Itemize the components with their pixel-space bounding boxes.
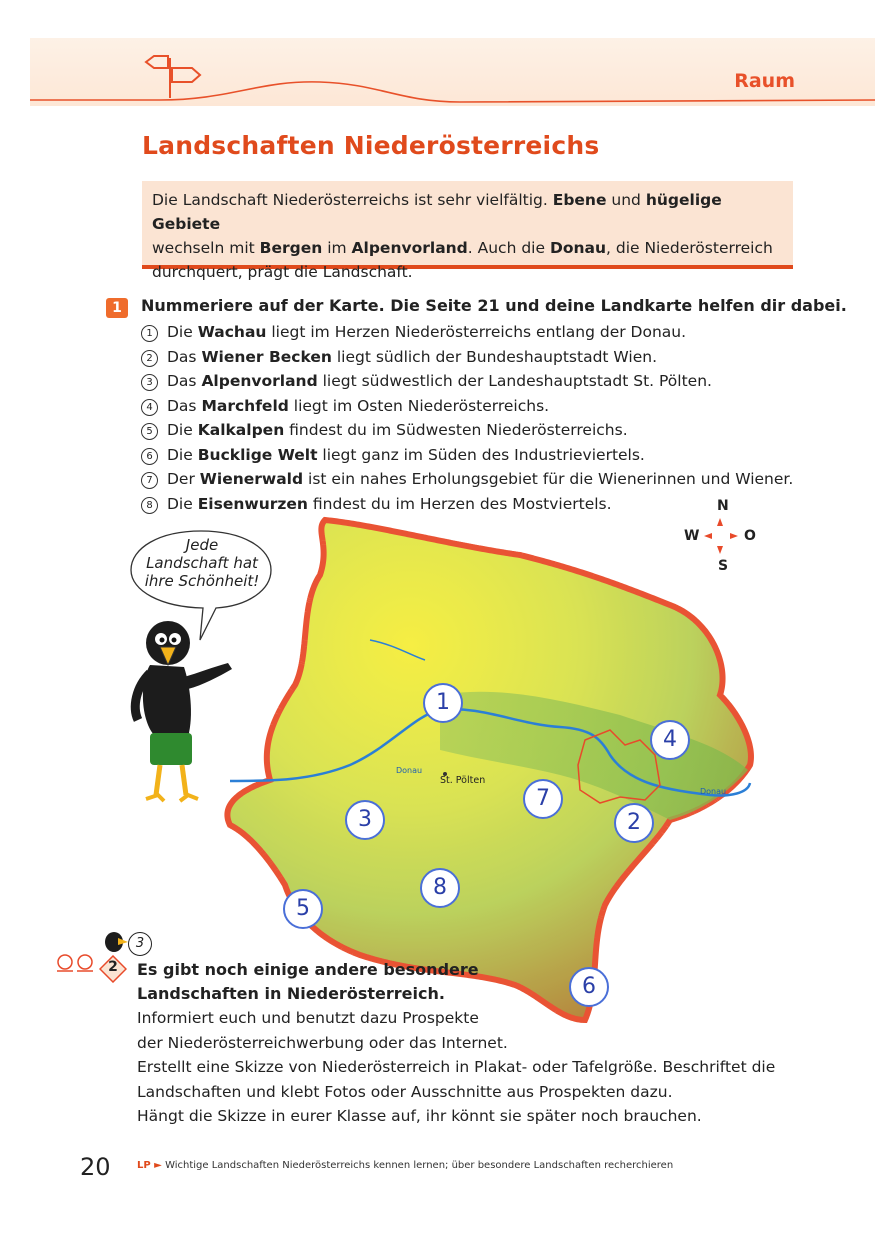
task-2-title: Es gibt noch einige andere besondere Landschaften in Niederösterreich.	[137, 960, 479, 1003]
list-item: 3 Das Alpenvorland liegt südwestlich der Landeshauptstadt St. Pölten.	[141, 369, 793, 394]
map-answer-3: 3	[345, 800, 385, 840]
task-2-line: Landschaften und klebt Fotos oder Ausschnitte aus Prospekten dazu.	[137, 1082, 673, 1101]
header-wave-line	[0, 0, 890, 120]
map-answer-7: 7	[523, 779, 563, 819]
task-2-body	[137, 1006, 775, 1129]
task-1-title: Nummeriere auf der Karte. Die Seite 21 und deine Landkarte helfen dir dabei.	[141, 296, 847, 315]
compass-south: S	[718, 558, 729, 574]
list-item: 7 Der Wienerwald ist ein nahes Erholungsgebiet für die Wienerinnen und Wiener.	[141, 467, 793, 492]
river-label: Donau	[700, 787, 727, 796]
task-2-number: 2	[108, 959, 118, 975]
city-label: St. Pölten	[440, 775, 486, 786]
map-answer-6: 6	[569, 967, 609, 1007]
list-item: 2 Das Wiener Becken liegt südlich der Bundeshauptstadt Wien.	[141, 345, 793, 370]
raven-mascot-icon	[128, 615, 240, 810]
map-answer-8: 8	[420, 868, 460, 908]
speech-bubble-text: Jede Landschaft hat ihre Schönheit!	[144, 536, 260, 590]
section-label: Raum	[734, 70, 795, 92]
signpost-icon	[140, 50, 210, 106]
difficulty-badge: 3	[128, 932, 152, 956]
map-answer-2: 2	[614, 803, 654, 843]
list-item: 5 Die Kalkalpen findest du im Südwesten Niederösterreichs.	[141, 418, 793, 443]
small-bird-icon	[100, 926, 130, 954]
page-number: 20	[80, 1153, 111, 1181]
task-2-line: Hängt die Skizze in eurer Klasse auf, ihr könnt sie später noch brauchen.	[137, 1107, 702, 1125]
task-2-line: der Niederösterreichwerbung oder das Internet.	[137, 1033, 508, 1052]
map-answer-1: 1	[423, 683, 463, 723]
intro-line-1: Die Landschaft Niederösterreichs ist sehr vielfältig. Ebene und hügelige Gebiete	[152, 191, 722, 233]
task-2-line: Erstellt eine Skizze von Niederösterreich in Plakat- oder Tafelgröße. Beschriftet die	[137, 1058, 776, 1076]
map-lower-austria	[200, 515, 810, 1030]
footer-note: LP ► Wichtige Landschaften Niederösterreichs kennen lernen; über besondere Landschaften recherchieren	[137, 1160, 674, 1171]
task-1-number: 1	[106, 298, 128, 318]
task-2-line: Informiert euch und benutzt dazu Prospekte	[137, 1009, 479, 1027]
list-item: 6 Die Bucklige Welt liegt ganz im Süden des Industrieviertels.	[141, 443, 793, 468]
task-1-list	[141, 320, 793, 516]
compass-north: N	[717, 498, 729, 514]
intro-line-2: wechseln mit Bergen im Alpenvorland. Auch die Donau, die Niederösterreich	[152, 239, 773, 257]
river-label: Donau	[396, 766, 423, 775]
compass-arrows-icon	[680, 498, 770, 578]
compass-west: W	[684, 528, 700, 544]
map-answer-5: 5	[283, 889, 323, 929]
intro-line-3: durchquert, prägt die Landschaft.	[152, 263, 413, 281]
list-item: 4 Das Marchfeld liegt im Osten Niederösterreichs.	[141, 394, 793, 419]
compass-rose	[680, 498, 770, 578]
partner-work-icon	[55, 952, 101, 974]
page-title: Landschaften Niederösterreichs	[142, 131, 600, 160]
intro-box	[142, 181, 793, 281]
list-item: 8 Die Eisenwurzen findest du im Herzen des Mostviertels.	[141, 492, 793, 517]
list-item: 1 Die Wachau liegt im Herzen Niederösterreichs entlang der Donau.	[141, 320, 793, 345]
map-answer-4: 4	[650, 720, 690, 760]
compass-east: O	[744, 528, 756, 544]
